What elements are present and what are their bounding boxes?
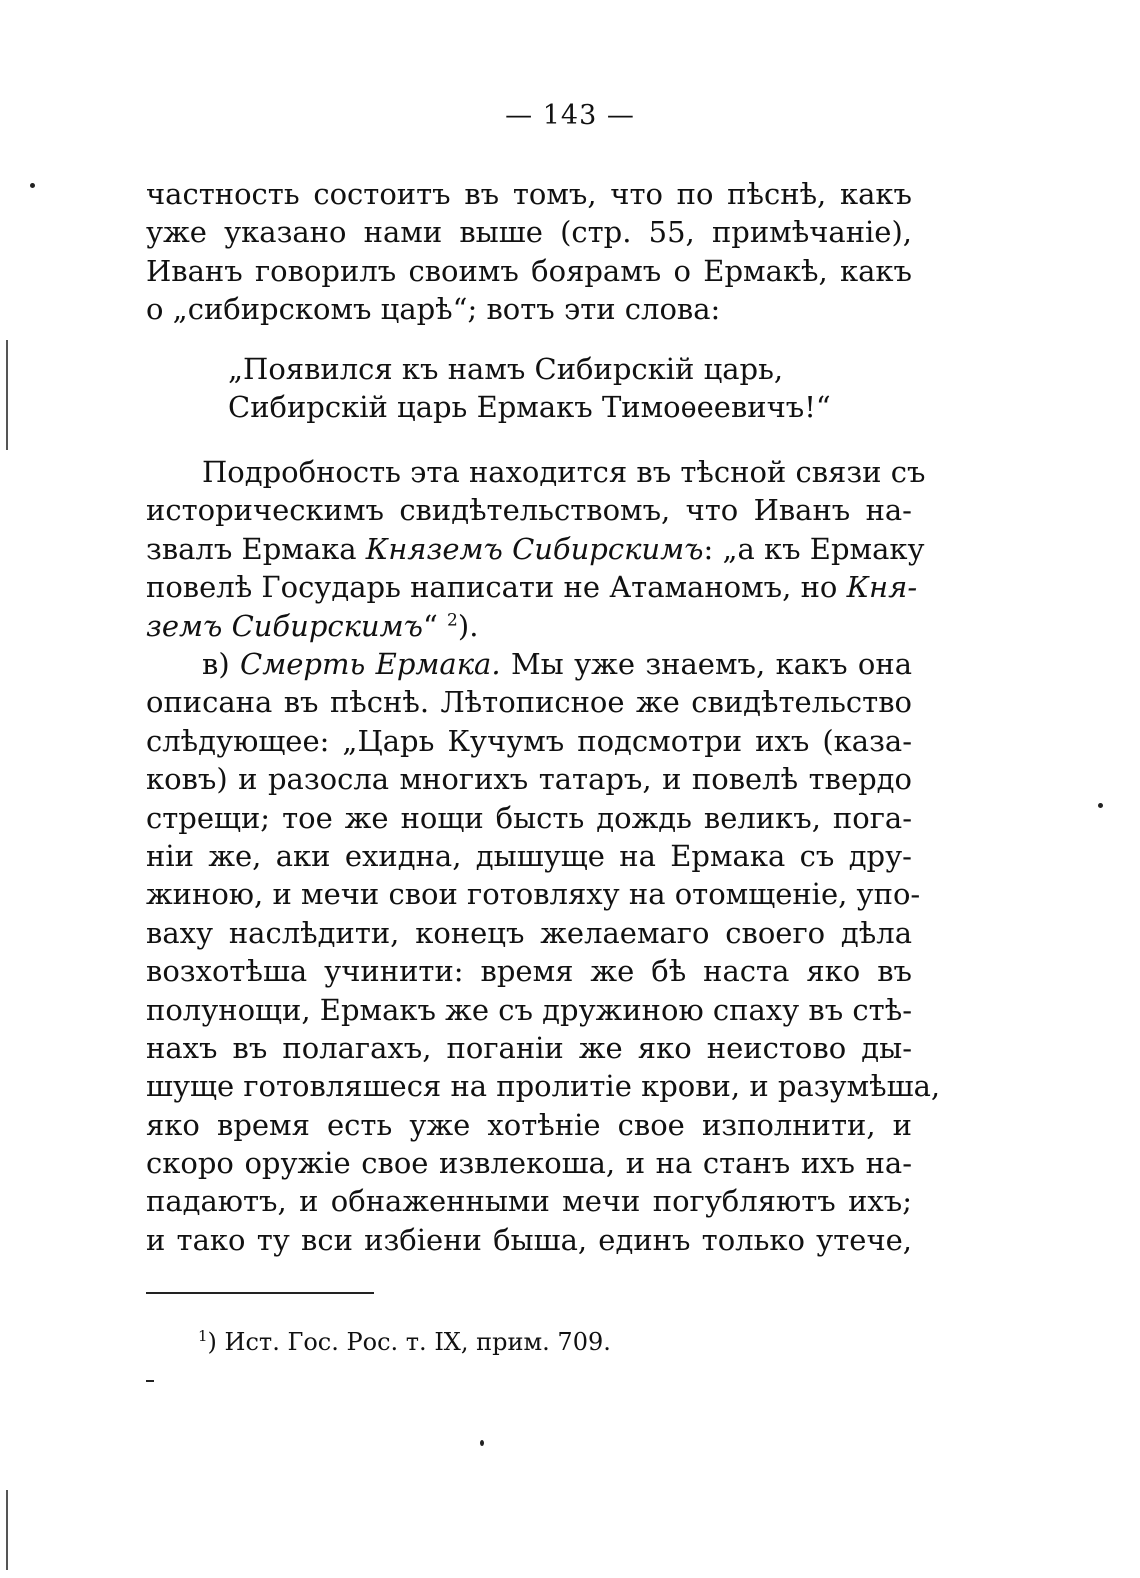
- italic-title: Княземъ Сибирскимъ: [365, 531, 704, 566]
- text-line: уже указано нами выше (стр. 55, примѣчаніе),: [146, 215, 912, 250]
- text-line: и тако ту вси избіени быша, единъ только утече,: [146, 1222, 912, 1257]
- text-line: о „сибирскомъ царѣ“; вотъ эти слова:: [146, 292, 721, 327]
- italic-heading: Смерть Ермака.: [240, 647, 501, 681]
- text-line: [146, 645, 912, 683]
- verse-quotation: [228, 350, 868, 427]
- text-line: ковъ) и разосла многихъ татаръ, и повелѣ твердо: [146, 762, 912, 797]
- text-line: нахъ въ полагахъ, поганіи же яко неистово ды-: [146, 1030, 912, 1065]
- text-run: Мы уже знаемъ, какъ она: [500, 647, 913, 681]
- scan-speck: [146, 1380, 154, 1382]
- paragraph-3: [146, 645, 941, 1259]
- text-line: историческимъ свидѣтельствомъ, что Иванъ на-: [146, 493, 912, 528]
- text-line: слѣдующее: „Царь Кучумъ подсмотри ихъ (каза-: [146, 723, 912, 758]
- italic-title: земъ Сибирскимъ: [146, 608, 423, 643]
- scan-margin-line: [6, 340, 8, 450]
- page-number: — 143 —: [505, 100, 635, 131]
- footnote-marker: 1: [198, 1327, 208, 1345]
- text-line: падаютъ, и обнаженными мечи погубляютъ ихъ;: [146, 1184, 912, 1219]
- scan-speck: [30, 183, 35, 188]
- text-line: полунощи, Ермакъ же съ дружиною спаху въ стѣ-: [146, 992, 912, 1027]
- paragraph-1: [146, 175, 912, 329]
- footnote: [198, 1320, 611, 1358]
- text-line: ваху наслѣдити, конецъ желаемаго своего дѣла: [146, 915, 912, 950]
- text-line: ніи же, аки ехидна, дышуще на Ермака съ дру-: [146, 838, 912, 873]
- footnote-divider: [146, 1292, 374, 1294]
- scan-margin-line: [6, 1490, 8, 1570]
- verse-line: „Появился къ намъ Сибирскій царь,: [228, 352, 784, 386]
- text-run: повелѣ Государь написати не Атаманомъ, но: [146, 570, 847, 605]
- text-line: скоро оружіе свое извлекоша, и на станъ ихъ на-: [146, 1146, 912, 1181]
- text-line: жиною, и мечи свои готовляху на отомщеніе, упо-: [146, 877, 921, 912]
- text-line: [146, 530, 925, 568]
- paragraph-2: [146, 453, 926, 645]
- text-run: звалъ Ермака: [146, 531, 366, 566]
- footnote-text: ) Ист. Гос. Рос. т. IX, прим. 709.: [207, 1328, 611, 1356]
- text-run: : „а къ Ермаку: [703, 531, 925, 566]
- text-line: яко время есть уже хотѣніе свое изполнити, и: [146, 1107, 912, 1142]
- text-line: Иванъ говорилъ своимъ боярамъ о Ермакѣ, какъ: [146, 253, 912, 288]
- text-line: [146, 607, 912, 645]
- text-line: стрещи; тое же нощи бысть дождь великъ, пога-: [146, 800, 912, 835]
- text-line: частность состоитъ въ томъ, что по пѣснѣ, какъ: [146, 177, 912, 211]
- scan-speck: [1098, 803, 1103, 808]
- text-line: шуще готовляшеся на пролитіе крови, и разумѣша,: [146, 1069, 941, 1104]
- verse-line: Сибирскій царь Ермакъ Тимоѳеевичъ!“: [228, 390, 831, 425]
- text-line: описана въ пѣснѣ. Лѣтописное же свидѣтельство: [146, 685, 912, 720]
- text-line: Подробность эта находится въ тѣсной связи съ: [202, 455, 926, 489]
- text-run: ).: [457, 608, 479, 643]
- footnote-reference: 2: [447, 609, 458, 630]
- italic-title: Кня-: [846, 570, 918, 605]
- text-run: в): [202, 647, 241, 681]
- scan-speck: [480, 1440, 484, 1446]
- text-line: [146, 568, 918, 606]
- text-line: возхотѣша учинити: время же бѣ наста яко въ: [146, 954, 912, 989]
- text-run: “: [423, 608, 448, 643]
